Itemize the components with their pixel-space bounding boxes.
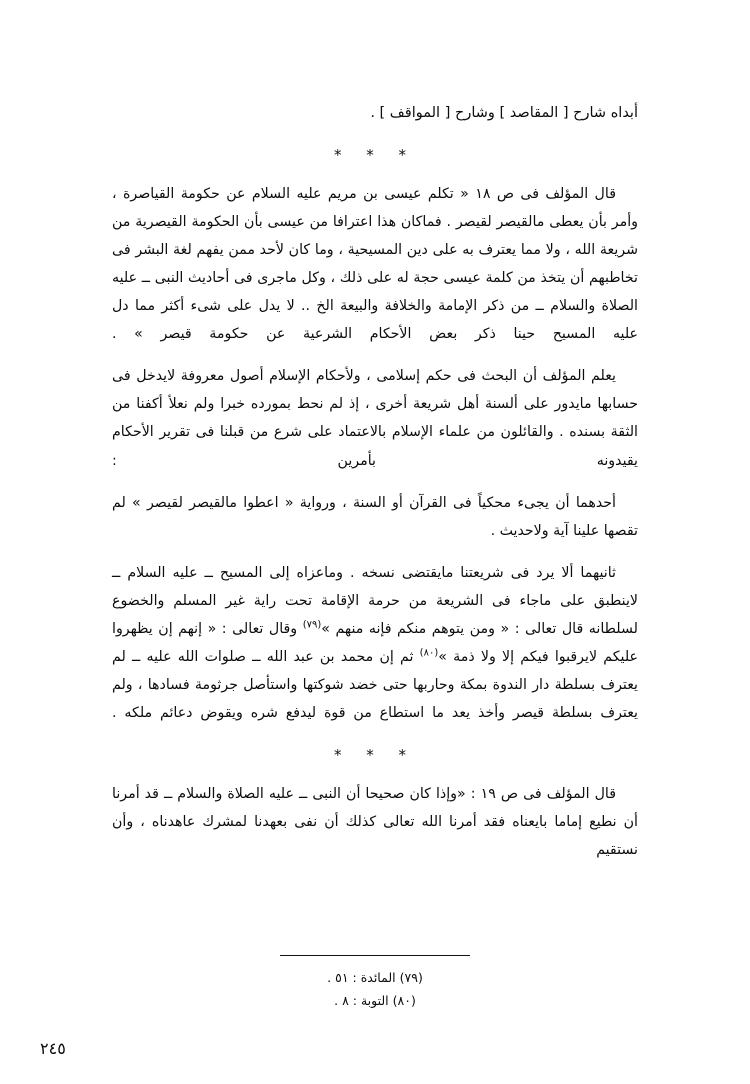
footnote-divider	[280, 955, 470, 956]
section-separator-2: * * *	[333, 745, 417, 764]
top-line-text: أبداه شارح [ المقاصد ] وشارح [ المواقف ] .	[370, 105, 638, 121]
paragraph-5: قال المؤلف فى ص ١٩ : «وإذا كان صحيحا أن النبى ــ عليه الصلاة والسلام ــ قد أمرنا أن نطيع إماما بايعناه فقد أمرنا الله تعالى كذلك أن نفى بعهدنا لمشرك عاهدناه ، وأن نستقيم	[112, 785, 638, 858]
footnote-ref-79[interactable]: (٧٩)	[302, 619, 322, 631]
section-separator-1: * * *	[333, 145, 417, 164]
paragraph-2: يعلم المؤلف أن البحث فى حكم إسلامى ، ولأحكام الإسلام أصول معروفة لايدخل فى حسابها مايدور على ألسنة أهل شريعة أخرى ، إذ لم نحط بمورده خبرا ولم نعلأ أكفنا من الثقة بسنده . والقائلون من علماء الإسلام بالاعتماد على شرع من قبلنا فى تقرير الأحكام يقيدونه بأمرين :	[112, 368, 638, 469]
paragraph-4	[112, 559, 638, 728]
footnote-area	[112, 955, 638, 1012]
page-number: ٢٤٥	[40, 1039, 66, 1058]
paragraph-3: أحدهما أن يجىء محكياً فى القرآن أو السنة ، ورواية « اعطوا مالقيصر لقيصر » لم تقصها علينا آية ولاحديث .	[112, 494, 638, 539]
paragraph-1: قال المؤلف فى ص ١٨ « تكلم عيسى بن مريم عليه السلام عن حكومة القياصرة ، وأمر بأن يعطى مالقيصر لقيصر . فماكان هذا اعترافا من عيسى بأن الحكومة القيصرية من شريعة الله ، ولا مما يعترف به على دين المسيحية ، وما كان لأحد ممن يفهم لغة البشر فى تخاطبهم أن يتخذ من كلمة عيسى حجة له على ذلك ، وكل ماجرى فى أحاديث النبى ــ عليه الصلاة والسلام ــ من ذكر الإمامة والخلافة والبيعة الخ .. لا يدل على شىء أكثر مما دل عليه المسيح حينا ذكر بعض الأحكام الشرعية عن حكومة قيصر » .	[112, 185, 638, 343]
footnote-1-text: المائدة : ٥١ .	[327, 969, 396, 985]
footnote-2	[112, 989, 638, 1012]
paragraph-4-part-1: ثانيهما ألا يرد فى شريعتنا مايقتضى نسخه . وماعزاه إلى المسيح ــ عليه السلام ــ لاينطبق على ماجاء فى الشريعة من حرمة الإقامة تحت راية غير المسلم والخضوع لسلطانه قال تعالى : « ومن يتوهم منكم فإنه منهم »	[112, 564, 638, 638]
footnote-2-marker: (٨٠)	[392, 992, 416, 1008]
footnote-1-marker: (٧٩)	[399, 969, 423, 985]
footnote-2-text: التوبة : ٨ .	[334, 992, 389, 1008]
footnote-ref-80[interactable]: (٨٠)	[419, 647, 439, 659]
footnote-1	[112, 966, 638, 989]
paragraph-4-part-3: ثم إن محمد بن عبد الله ــ صلوات الله عليه ــ لم يعترف بسلطة دار الندوة بمكة وحاربها حتى خضد شوكتها واستأصل جرثومة فسادها ، ولم يعترف بسلطة قيصر وأخذ يعد ما استطاع من قوة ليدفع شره ويقوض دعائم ملكه .	[112, 649, 638, 722]
paragraph-4-part-2: وقال تعالى : « إنهم إن يظهروا عليكم لايرقبوا فيكم إلا ولا ذمة »	[112, 621, 638, 666]
